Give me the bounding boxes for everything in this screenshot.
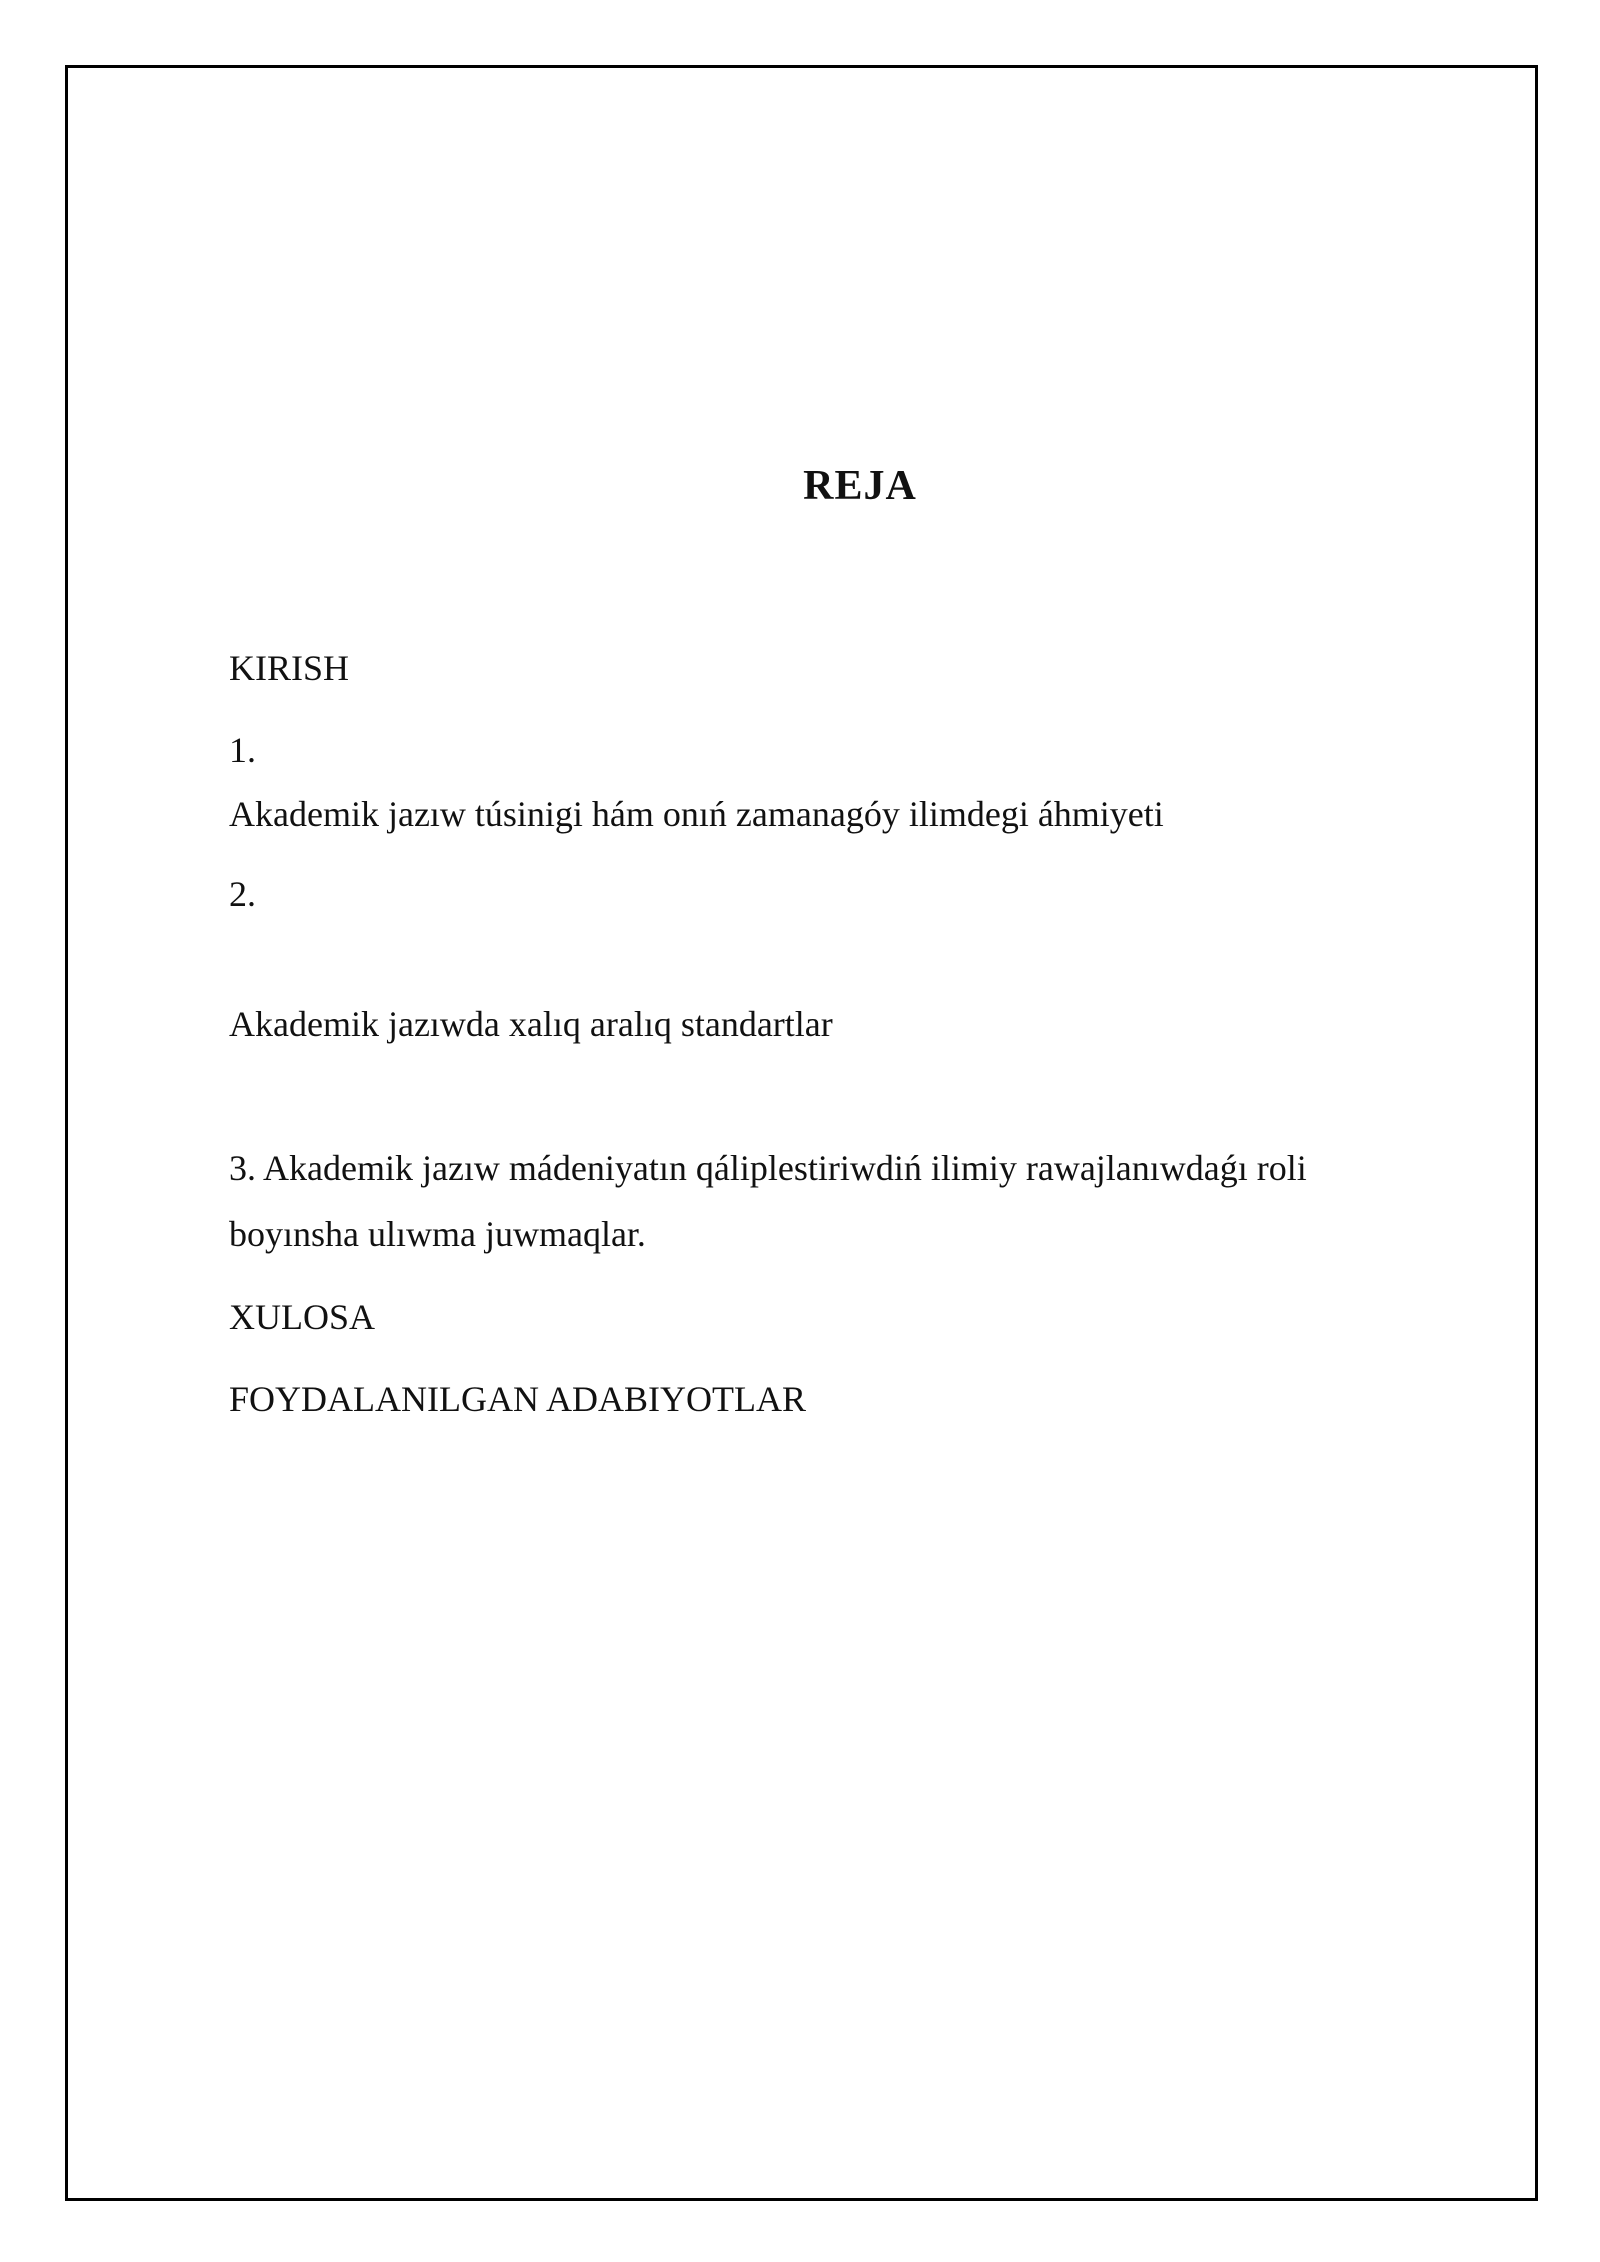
intro-heading: KIRISH [229, 648, 350, 688]
conclusion-heading: XULOSA [229, 1297, 376, 1337]
item-2-number: 2. [229, 874, 256, 914]
document-title: REJA [803, 463, 917, 509]
references-heading: FOYDALANILGAN ADABIYOTLAR [229, 1379, 806, 1419]
page-border [65, 65, 1538, 2201]
item-2-text: Akademik jazıwda xalıq aralıq standartlar [229, 1004, 833, 1044]
item-3-text: 3. Akademik jazıw mádeniyatın qáliplestiriwdiń ilimiy rawajlanıwdaǵı roli boyınsha ulıwma juwmaqlar. [229, 1148, 1307, 1254]
item-1-number: 1. [229, 730, 256, 770]
item-1-text: Akademik jazıw túsinigi hám onıń zamanagóy ilimdegi áhmiyeti [229, 794, 1164, 834]
